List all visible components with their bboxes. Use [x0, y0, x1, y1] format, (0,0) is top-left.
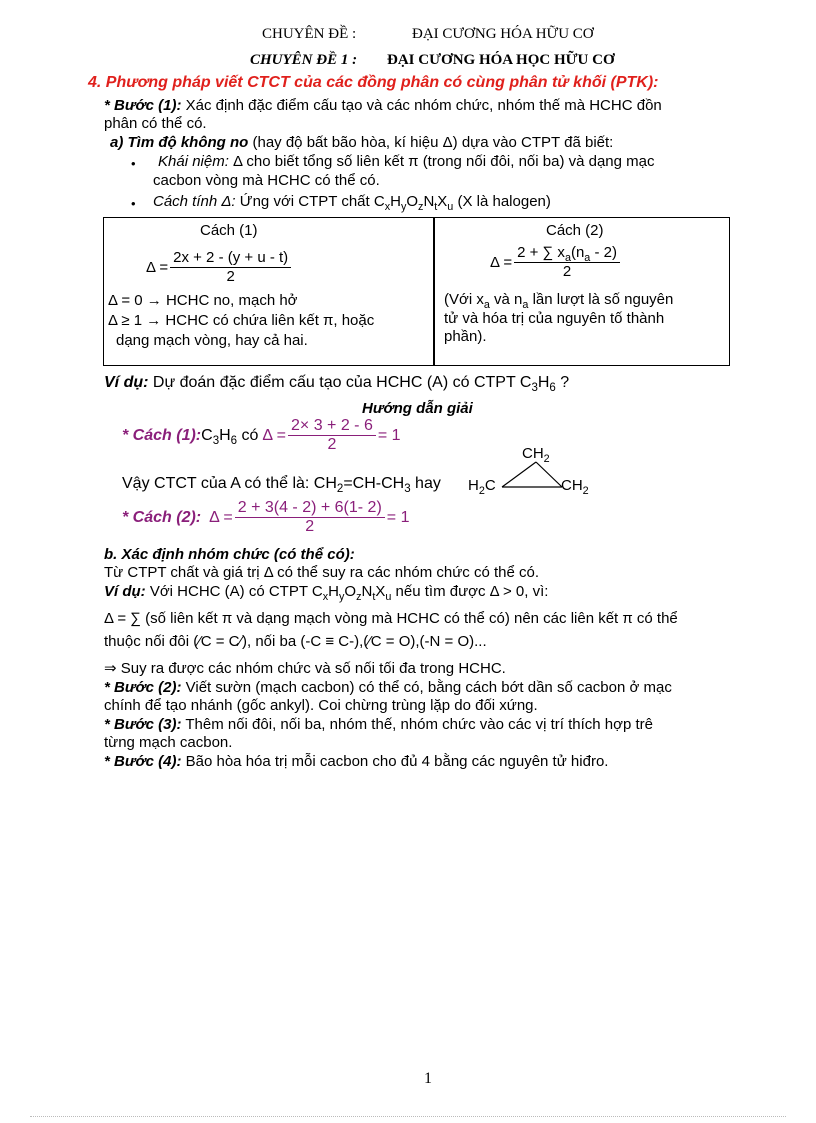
step2-line: [104, 679, 672, 696]
part-b-ex-tail: nếu tìm được Δ > 0, vì:: [391, 583, 549, 600]
step4-line: [104, 753, 608, 770]
part-b-formula: [311, 583, 392, 603]
w1-h: H: [219, 426, 231, 444]
footer-divider: [30, 1116, 786, 1117]
way2-denominator: 2: [562, 263, 572, 280]
part-b-example: [104, 583, 549, 603]
way2-formula: [490, 245, 622, 280]
way2-note1c: lần lượt là số nguyên: [528, 291, 674, 308]
bond-co: (⁄C = O): [363, 633, 416, 650]
calc-line: [153, 193, 551, 213]
pb-formula-t: t: [372, 590, 376, 603]
step2-text: Viết sườn (mạch cacbon) có thể có, bằng cách bớt dần số cacbon ở mạc: [181, 679, 672, 696]
cyclopropane-ring-icon: [500, 458, 564, 492]
step1-line2: phân có thể có.: [104, 115, 207, 132]
pb-formula-o: O: [344, 583, 357, 600]
step1-text: Xác định đặc điểm cấu tạo và các nhóm chức, nhóm thế mà HCHC đồn: [181, 97, 662, 114]
w1-fraction: [288, 418, 376, 453]
way1-denominator: 2: [226, 268, 235, 285]
bond-prefix: thuộc nối đôi: [104, 633, 194, 650]
example1-tail: ?: [555, 374, 570, 391]
example1-label: Ví dụ:: [104, 374, 149, 391]
bond-mid: , nối ba: [247, 633, 301, 650]
way2-fraction: [514, 245, 620, 280]
step3-label: * Bước (3):: [104, 716, 182, 733]
w2-result: = 1: [386, 508, 410, 526]
step3-line: [104, 716, 653, 733]
way2-num-b: (n: [570, 244, 585, 261]
pb-formula-z: z: [356, 590, 362, 603]
way2-num-a: 2 + ∑ x: [517, 244, 565, 261]
bullet-icon: •: [131, 196, 136, 211]
ctct-line: [122, 475, 441, 496]
formula-h: H: [390, 193, 401, 210]
way2-delta: Δ =: [490, 254, 513, 271]
ring-top-sub: 2: [543, 452, 550, 465]
sub-label: CHUYÊN ĐỀ 1 :: [250, 52, 358, 68]
w2-delta: Δ =: [209, 508, 233, 526]
formula-t: t: [434, 200, 438, 213]
guide-heading: Hướng dẫn giải: [362, 400, 473, 417]
w1-result: = 1: [377, 426, 401, 444]
example1-text: Dự đoán đặc điểm cấu tạo của HCHC (A) có CTPT C: [148, 374, 532, 391]
w2-fraction: [235, 500, 385, 535]
way1-example: [122, 418, 401, 453]
page-number: 1: [424, 1070, 432, 1087]
way2-num-c: - 2): [590, 244, 617, 261]
sub-title: ĐẠI CƯƠNG HÓA HỌC HỮU CƠ: [387, 52, 615, 68]
way2-num-sub: a: [564, 251, 571, 264]
part-b-bond-line: [104, 633, 487, 650]
pb-formula-h: H: [328, 583, 340, 600]
formula-c: C: [373, 193, 385, 210]
formula-o: O: [406, 193, 419, 210]
way1-example-formula: [201, 427, 258, 445]
w1-s2: 6: [230, 434, 238, 447]
bond-end: ...: [474, 633, 487, 650]
way1-line1: Δ = 0 → HCHC no, mạch hở: [108, 292, 298, 309]
pb-formula-u: u: [385, 590, 392, 603]
example1-sub1: 3: [531, 382, 538, 395]
concept-label: Khái niệm:: [158, 153, 229, 170]
part-b-ex-text: Với HCHC (A) có CTPT: [145, 583, 312, 600]
w1-delta: Δ =: [262, 426, 286, 444]
concept-line2: cacbon vòng mà HCHC có thể có.: [153, 172, 380, 189]
pb-formula-xh: X: [375, 583, 386, 600]
way1-numerator: 2x + 2 - (y + u - t): [170, 250, 291, 268]
ring-left-sub: 2: [478, 484, 485, 497]
calc-label: Cách tính Δ:: [153, 193, 236, 210]
part-b-heading: b. Xác định nhóm chức (có thể có):: [104, 546, 355, 563]
part-b-sum-line: Δ = ∑ (số liên kết π và dạng mạch vòng mà HCHC có thể có) nên các liên kết π có thể: [104, 610, 678, 627]
bond-no: (-N = O): [419, 633, 475, 650]
way2-note1s2: a: [522, 298, 529, 311]
step3-line2: từng mạch cacbon.: [104, 734, 233, 751]
section-4-heading: 4. Phương pháp viết CTCT của các đồng phân có cùng phân tử khối (PTK):: [88, 74, 659, 91]
way2-title: Cách (2): [546, 222, 604, 239]
topic-label: CHUYÊN ĐỀ :: [262, 26, 357, 42]
way1-example-label: * Cách (1):: [122, 426, 202, 444]
way1-delta: Δ =: [146, 259, 169, 276]
way2-example: [122, 500, 409, 535]
calc-tail: (X là halogen): [453, 193, 551, 210]
step1-line: [104, 97, 662, 114]
formula-u: u: [447, 200, 454, 213]
step1-label: * Bước (1):: [104, 97, 182, 114]
formula-y: y: [400, 200, 407, 213]
way2-note1b: và n: [489, 291, 523, 308]
way2-example-label: * Cách (2):: [122, 508, 202, 526]
formula-n: N: [423, 193, 435, 210]
bullet-icon: •: [131, 156, 136, 171]
concept-text: Δ cho biết tổng số liên kết π (trong nối đôi, nối ba) và dạng mạc: [228, 153, 655, 170]
pb-formula-x: x: [322, 590, 329, 603]
way2-note3: phần).: [444, 328, 487, 345]
step4-text: Bão hòa hóa trị mỗi cacbon cho đủ 4 bằng các nguyên tử hiđro.: [181, 753, 609, 770]
ring-right-ch: CH: [561, 477, 583, 494]
w1-c: C: [201, 426, 213, 444]
example1-h: H: [537, 374, 550, 391]
part-b-infer: ⇒ Suy ra được các nhóm chức và số nối tối đa trong HCHC.: [104, 660, 506, 677]
ring-top-ch: CH: [522, 445, 544, 462]
step3-text: Thêm nối đôi, nối ba, nhóm thế, nhóm chức vào các vị trí thích hợp trê: [181, 716, 653, 733]
part-a-line: [110, 134, 613, 151]
part-b-ex-label: Ví dụ:: [104, 583, 146, 600]
bond-sep: ,: [359, 633, 364, 650]
way1-line2: Δ ≥ 1 → HCHC có chứa liên kết π, hoặc: [108, 312, 375, 329]
w2-num: 2 + 3(4 - 2) + 6(1- 2): [235, 500, 385, 518]
ctct-s2: 3: [404, 483, 411, 496]
bond-triple: (-C ≡ C-): [300, 633, 360, 650]
way1-fraction: [170, 250, 291, 285]
step4-label: * Bước (4):: [104, 753, 182, 770]
ring-left: [468, 477, 496, 497]
step2-line2: chính để tạo nhánh (gốc ankyl). Coi chừng trùng lặp do đối xứng.: [104, 697, 538, 714]
part-b-line1: Từ CTPT chất và giá trị Δ có thể suy ra các nhóm chức có thể có.: [104, 564, 539, 581]
pb-formula-c: C: [311, 583, 323, 600]
ctct-s1: 2: [336, 483, 344, 496]
way1-formula: [146, 250, 293, 285]
bond-sep2: ,: [415, 633, 420, 650]
w1-den: 2: [327, 436, 337, 453]
example1-line: [104, 374, 570, 395]
concept-line: [158, 153, 655, 170]
ring-left-h: H: [468, 477, 479, 494]
part-a-label: a) Tìm độ không no: [110, 134, 249, 151]
ring-right: [561, 477, 589, 497]
w2-den: 2: [305, 518, 315, 535]
way2-note2: tử và hóa trị của nguyên tố thành: [444, 310, 665, 327]
bond-double: (⁄C = C⁄): [193, 633, 247, 650]
ring-left-c: C: [484, 477, 496, 494]
step2-label: * Bước (2):: [104, 679, 182, 696]
topic-title: ĐẠI CƯƠNG HÓA HỮU CƠ: [412, 26, 594, 42]
ctct-text: Vậy CTCT của A có thể là: CH: [122, 475, 337, 492]
example1-sub2: 6: [549, 382, 556, 395]
calc-text: Ứng với CTPT chất: [235, 193, 374, 210]
way2-note1: [444, 291, 674, 311]
pb-formula-y: y: [339, 590, 345, 603]
w1-s1: 3: [212, 434, 220, 447]
part-a-text: (hay độ bất bão hòa, kí hiệu Δ) dựa vào CTPT đã biết:: [248, 134, 614, 151]
formula-x: x: [384, 200, 391, 213]
w1-num: 2× 3 + 2 - 6: [288, 418, 376, 436]
formula-z: z: [418, 200, 424, 213]
way2-numerator: [514, 245, 620, 263]
ctct-hay: hay: [410, 475, 441, 492]
ring-right-sub: 2: [582, 484, 589, 497]
ctct-mid: =CH-CH: [343, 475, 405, 492]
ctpt-formula: [373, 193, 454, 213]
way1-line3: dạng mạch vòng, hay cả hai.: [116, 332, 308, 349]
formula-xh: X: [437, 193, 448, 210]
way2-note1s: a: [483, 298, 490, 311]
way1-title: Cách (1): [200, 222, 258, 239]
pb-formula-n: N: [361, 583, 373, 600]
way2-note1a: (Với x: [444, 291, 484, 308]
way2-num-sub2: a: [584, 251, 591, 264]
w1-co: có: [237, 426, 259, 444]
